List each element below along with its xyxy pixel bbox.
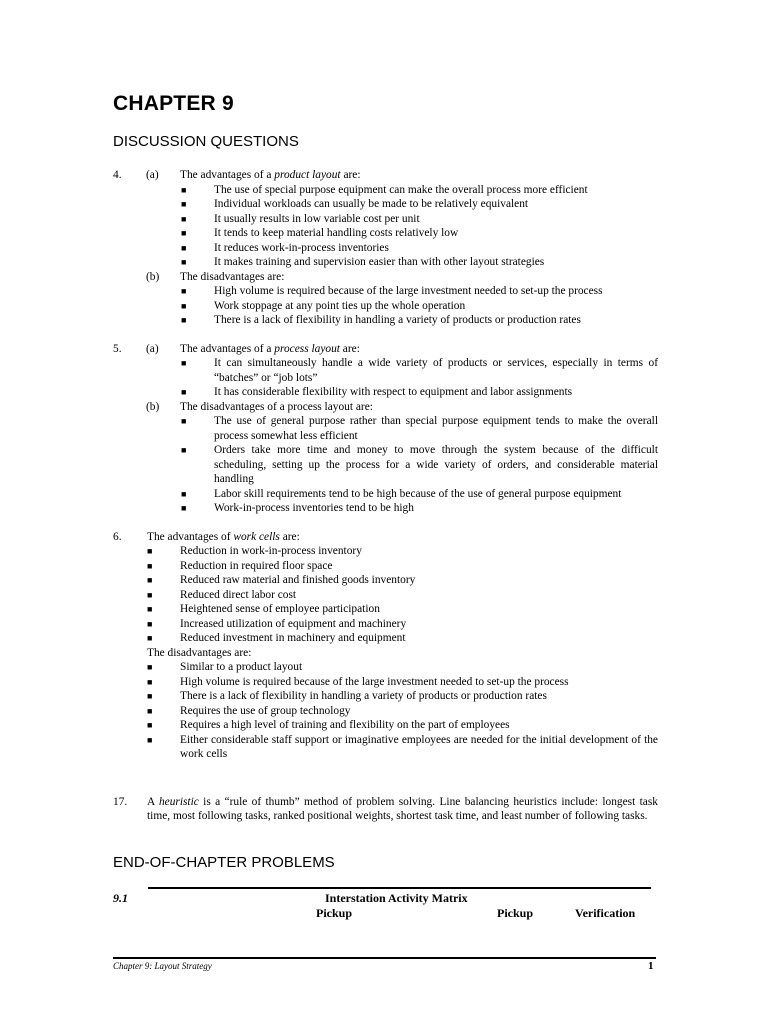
answer-pre: A [147,795,159,808]
part-text-post: are: [340,169,361,181]
matrix-title: Interstation Activity Matrix [325,891,468,905]
list-item: ■ Heightened sense of employee participation [113,602,658,617]
list-item: ■ Individual workloads can usually be made to be relatively equivalent [113,197,658,212]
list-item: ■ Reduced direct labor cost [113,588,658,603]
part-label: (b) [146,270,160,283]
discussion-questions [113,168,658,824]
list-item: ■ Increased utilization of equipment and machinery [113,617,658,632]
list-item: ■ Reduction in required floor space [113,559,658,574]
part-text-post: are: [339,342,360,355]
intro-pre: The advantages of [147,530,234,543]
part-text-emphasis: process layout [274,342,340,355]
list-item: ■ Work-in-process inventories tend to be high [113,501,658,516]
question-number: 17. [113,795,128,808]
footer-rule [113,957,656,959]
spacer [113,762,658,781]
list-item: ■ Similar to a product layout [113,660,658,675]
list-item: ■ Reduced raw material and finished goods inventory [113,573,658,588]
list-item: ■ It tends to keep material handling costs relatively low [113,226,658,241]
question-6 [113,530,658,762]
part-text: The disadvantages of a process layout are: [180,400,373,413]
list-item: ■ Orders take more time and money to move through the system because of the difficult scheduling, setting up the process for a wide variety of orders, and considerable material handling [113,443,658,487]
column-header: Verification [575,906,636,920]
spacer [113,328,658,342]
intro-emphasis: work cells [233,530,280,543]
list-item: ■ There is a lack of flexibility in handling a variety of products or production rates [113,689,658,704]
part-text-pre: The advantages of a [180,169,275,181]
list-item: ■ Either considerable staff support or imaginative employees are needed for the initial development of the work cells [113,733,658,762]
list-item: ■ High volume is required because of the large investment needed to set-up the process [113,675,658,690]
question-5b [113,400,658,415]
list-item: ■ Reduced investment in machinery and equipment [113,631,658,646]
page-number: 1 [648,960,654,972]
chapter-title: CHAPTER 9 [113,92,234,115]
spacer [113,781,658,795]
question-number: 6. [113,530,122,543]
answer-post: is a “rule of thumb” method of problem solving. Line balancing heuristics include: longest task time, most following tasks, ranked positional weights, shortest task time, and least number of following tasks. [147,795,658,822]
list-item: ■ Labor skill requirements tend to be high because of the use of general purpose equipment [113,487,658,502]
column-header: Pickup [316,906,353,920]
intro-post: are: [279,530,300,543]
list-item: ■ Requires a high level of training and flexibility on the part of employees [113,718,658,733]
part-text-pre: The advantages of a [180,342,275,355]
list-item: ■ High volume is required because of the large investment needed to set-up the process [113,284,658,299]
section-heading-problems: END-OF-CHAPTER PROBLEMS [113,854,335,871]
list-item: ■ There is a lack of flexibility in handling a variety of products or production rates [113,313,658,328]
part-label: (a) [146,169,159,181]
list-item: ■ Reduction in work-in-process inventory [113,544,658,559]
list-item: ■ It usually results in low variable cost per unit [113,212,658,227]
section-heading-discussion: DISCUSSION QUESTIONS [113,133,299,150]
part-label: (b) [146,400,160,413]
question-number: 4. [113,169,122,181]
question-4 [113,168,658,328]
part-label: (a) [146,342,159,355]
answer-emphasis: heuristic [158,795,199,808]
list-item: ■ The use of general purpose rather than special purpose equipment tends to make the overall process somewhat less efficient [113,414,658,443]
question-5 [113,342,658,516]
column-header: Pickup [497,906,534,920]
question-number: 5. [113,342,122,355]
list-item: ■ Work stoppage at any point ties up the whole operation [113,299,658,314]
question-5a [113,342,658,357]
list-item: ■ The use of special purpose equipment can make the overall process more efficient [113,183,658,198]
question-6-disadvantages: The disadvantages are: [147,646,252,659]
table-top-rule [148,887,651,889]
part-text: The disadvantages are: [180,270,285,283]
question-4a [113,168,658,183]
list-item: ■ It can simultaneously handle a wide variety of products or services, especially in terms of “batches” or “job lots” [113,356,658,385]
list-item: ■ It reduces work-in-process inventories [113,241,658,256]
footer-chapter-label: Chapter 9: Layout Strategy [113,961,212,971]
list-item: ■ It makes training and supervision easier than with other layout strategies [113,255,658,270]
list-item: ■ Requires the use of group technology [113,704,658,719]
problem-number: 9.1 [113,891,128,905]
question-4b [113,270,658,285]
list-item: ■ It has considerable flexibility with respect to equipment and labor assignments [113,385,658,400]
part-text-emphasis: product layout [274,169,341,181]
spacer [113,516,658,530]
question-17 [113,795,658,824]
question-6-intro [113,530,658,545]
